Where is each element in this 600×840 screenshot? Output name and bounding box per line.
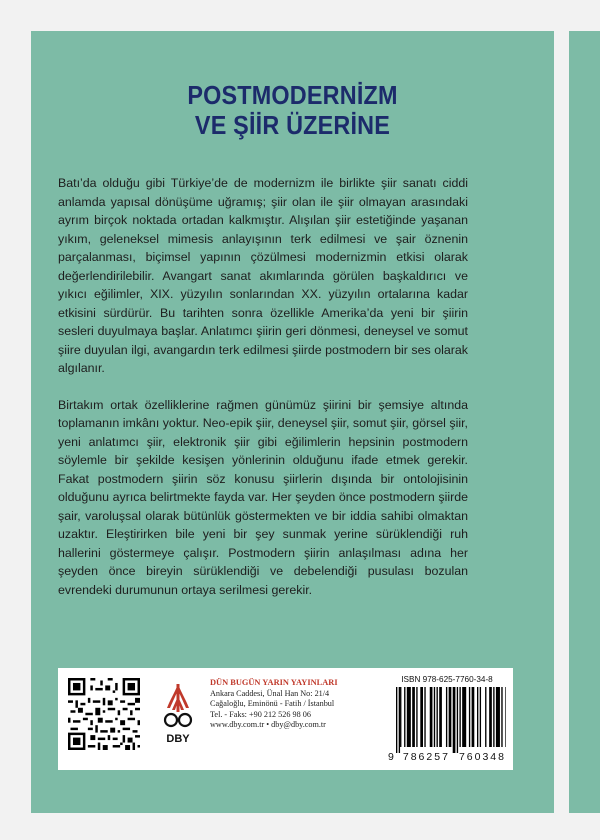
blurb xyxy=(58,174,468,617)
barcode-bar xyxy=(434,687,435,747)
publisher-address-2: Cağaloğlu, Eminönü - Fatih / İstanbul xyxy=(210,699,335,708)
barcode-bar xyxy=(449,687,452,747)
publisher-web: www.dby.com.tr • dby@dby.com.tr xyxy=(210,720,326,729)
publisher-logo xyxy=(160,680,196,746)
barcode-bar xyxy=(399,687,400,753)
barcode-bar xyxy=(505,687,506,747)
barcode-bar xyxy=(501,687,502,747)
next-cover-edge xyxy=(569,31,600,813)
barcode-bar xyxy=(480,687,481,747)
barcode-bar xyxy=(430,687,433,747)
ean-first-digit: 9 xyxy=(388,751,394,763)
publisher-logo-text: DBY xyxy=(166,733,190,745)
barcode-bar xyxy=(416,687,417,747)
barcode-bar xyxy=(396,687,397,753)
barcode-bar xyxy=(496,687,500,747)
barcode xyxy=(388,675,506,765)
book-title xyxy=(57,80,528,140)
publisher-info xyxy=(210,678,380,731)
barcode-bar xyxy=(477,687,478,747)
barcode-bar xyxy=(459,687,460,747)
barcode-bar xyxy=(412,687,415,747)
ean-right-digits: 760348 xyxy=(458,751,506,763)
qr-code xyxy=(68,678,140,750)
barcode-bar xyxy=(472,687,475,747)
barcode-bar xyxy=(489,687,492,747)
publisher-address-1: Ankara Caddesi, Ünal Han No: 21/4 xyxy=(210,688,330,698)
barcode-bar xyxy=(407,687,411,747)
publisher-box xyxy=(58,668,513,770)
barcode-bar xyxy=(439,687,442,747)
isbn-label: ISBN 978-625-7760-34-8 xyxy=(401,675,493,684)
title-line-1: POSTMODERNİZM xyxy=(187,80,398,110)
blurb-paragraph-2: Birtakım ortak özelliklerine rağmen günümüz şiirini bir şemsiye altında toplamanın imkânı yoktur. Neo-epik şiir, deneysel şiir, somut şiir, görsel şiir, yeni anlatımcı şiir, elektronik şiir gibi eğilimlerin hepsinin postmodern söylemle bir şekilde kesişen yönlerinin olduğunu ifade etmek gerekir. Fakat postmodern şiirin söz konusu şiirlerin dışında bir ontolojisinin olduğunu ayrıca belirtmekte fayda var. Her şeyden önce postmodern şiirde şair, varoluşsal olarak bütünlük göstermekten ve bir iddia sahibi olmaktan uzaktır. Eleştirirken bile yeni bir şey sunmak yerine sürüklendiği ruh hallerini göstermeye çalışır. Postmodern şiirin anlaşılması adına her şeyden önce bireyin sürüklendiği ve debelendiği pusulası bozulan evrendeki durumunun ortaya serilmesi gerekir. xyxy=(58,397,468,597)
barcode-bar xyxy=(485,687,486,747)
ean-digits xyxy=(388,751,506,763)
barcode-bar xyxy=(457,687,458,753)
barcode-bar xyxy=(424,687,425,747)
barcode-bar xyxy=(469,687,470,747)
barcode-bar xyxy=(453,687,456,753)
blurb-paragraph-1: Batı’da olduğu gibi Türkiye’de de modernizm ile birlikte şiir sanatı ciddi anlamda yapısal dönüşüme uğramış; şiir olan ile şiir olmayan arasındaki ayrım birçok noktada ortadan kalkmıştır. Alışılan şiir estetiğinde yaşanan yıkım, geleneksel mimesis anlayışının terk edilmesi ve şair öznenin parçalanması, biçimsel yapının çözülmesi modernizmin etkisi olarak değerlendirilebilir. Avangart sanat akımlarında görülen başkaldırıcı ve yıkıcı eğilimler, XIX. yüzyılın sonlarından XX. yüzyılın ortalarına kadar etkisini sürdürür. Bu tarihten sonra özellikle Amerika’da yeni bir şiirin sesleri duyulmaya başlar. Anlatımcı şiirin geri dönmesi, deneysel ve somut şiire duyulan ilgi, avangardın terk edilmesi şiirde postmodern bir ses olarak algılanır. xyxy=(58,176,468,375)
barcode-bars xyxy=(388,687,506,753)
barcode-bar xyxy=(404,687,405,747)
publisher-phone: Tel. - Faks: +90 212 526 98 06 xyxy=(210,709,311,719)
barcode-bar xyxy=(446,687,447,747)
ean-left-digits: 786257 xyxy=(402,751,450,763)
barcode-bar xyxy=(462,687,466,747)
title-line-2: VE ŞİİR ÜZERİNE xyxy=(194,110,391,140)
barcode-bar xyxy=(437,687,438,747)
barcode-bar xyxy=(420,687,423,747)
barcode-bar xyxy=(493,687,494,747)
barcode-bar xyxy=(400,687,401,747)
publisher-name: DÜN BUGÜN YARIN YAYINLARI xyxy=(210,678,338,687)
